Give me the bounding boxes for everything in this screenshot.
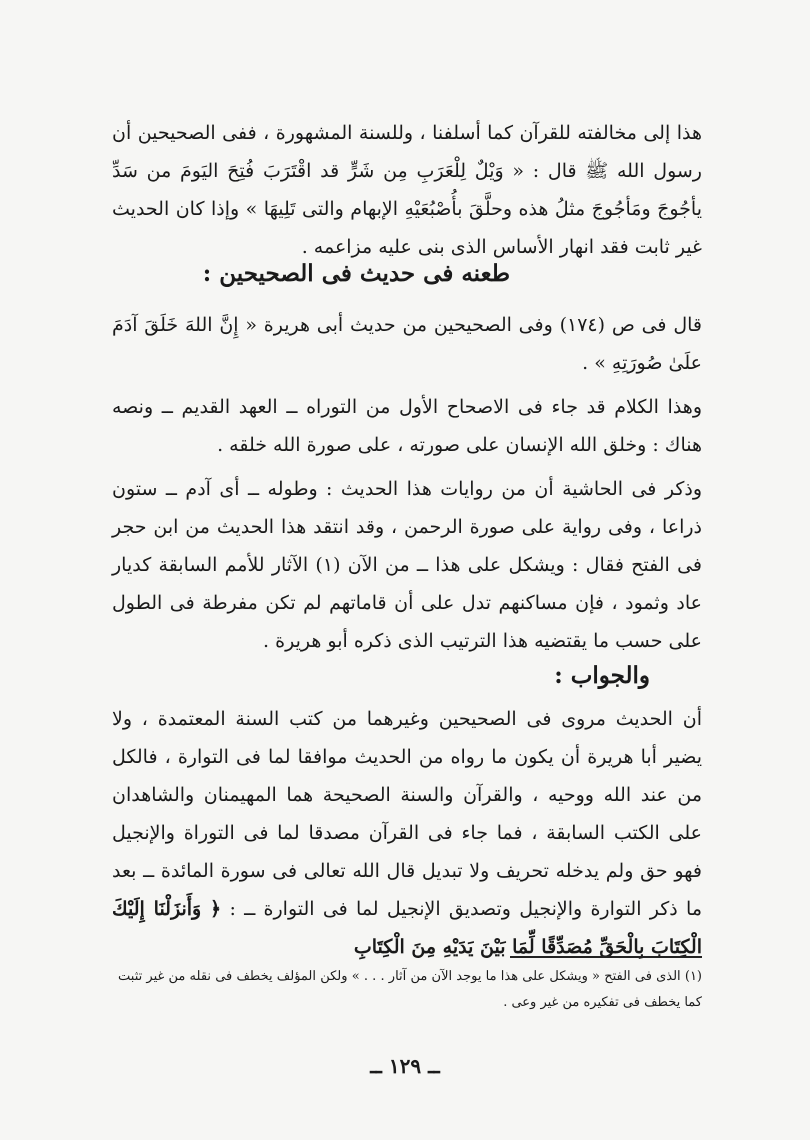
answer-text: أن الحديث مروى فى الصحيحين وغيرهما من كتب السنة المعتمدة ، ولا يضير أبا هريرة أن يكون ما رواه من الحديث موافقا لما فى التوارة ، فالكل من عند الله ووحيه ، والقرآن والسنة الصحيحة هما المهيمنان والشاهدان على الكتب السابقة ، فما جاء فى القرآن مصدقا لما فى التوراة والإنجيل فهو حق ولم يدخله تحريف ولا تبديل قال الله تعالى فى سورة المائدة ــ بعد ما ذكر التوارة والإنجيل وتصديق الإنجيل لما فى التوارة ــ : xyxy=(112,708,702,920)
footnote-separator xyxy=(510,956,702,958)
heading-criticism: طعنه فى حديث فى الصحيحين : xyxy=(202,260,510,287)
paragraph-4: وذكر فى الحاشية أن من روايات هذا الحديث : وطوله ــ أى آدم ــ ستون ذراعا ، وفى رواية على صورة الرحمن ، وقد انتقد هذا الحديث من ابن حجر فى الفتح فقال : ويشكل على هذا ــ من الآن (١) الآثار للأمم السابقة كديار عاد وثمود ، فإن مساكنهم تدل على أن قاماتهم لم تكن مفرطة فى الطول على حسب ما يقتضيه هذا الترتيب الذى ذكره أبو هريرة . xyxy=(112,478,702,652)
quran-verse: ﴿ وَأَنزَلْنَا إِلَيْكَ الْكِتَابَ بِالْحَقِّ مُصَدِّقًا لِّمَا بَيْنَ يَدَيْهِ مِنَ الْكِتَابِ xyxy=(112,898,702,958)
paragraph-1: هذا إلى مخالفته للقرآن كما أسلفنا ، وللسنة المشهورة ، ففى الصحيحين أن رسول الله ﷺ قال : « وَيْلٌ لِلْعَرَبِ مِن شَرٍّ قد اقْتَرَبَ فُتِحَ اليَومَ من سَدِّ يأجُوجَ ومَأجُوجَ مثلُ هذه وحلَّقَ بأُصْبُعَيْهِ الإبهام والتى تَلِيهَا » وإذا كان الحديث غير ثابت فقد انهار الأساس الذى بنى عليه مزاعمه . xyxy=(112,122,702,258)
paragraph-3: وهذا الكلام قد جاء فى الاصحاح الأول من التوراه ــ العهد القديم ــ ونصه هناك : وخلق الله الإنسان على صورته ، على صورة الله خلقه . xyxy=(112,396,702,456)
paragraph-5 xyxy=(112,700,702,958)
heading-answer: والجواب : xyxy=(554,662,650,689)
footnote: (١) الذى فى الفتح « ويشكل على هذا ما يوجد الآن من آثار . . . » ولكن المؤلف يخطف فى نقله من غير تثبت كما يخطف فى تفكيره من غير وعى . xyxy=(118,969,702,1010)
page-number: ــ ١٢٩ ــ xyxy=(370,1054,440,1078)
paragraph-2: قال فى ص (١٧٤) وفى الصحيحين من حديث أبى هريرة « إِنَّ اللهَ خَلَقَ آدَمَ علَىٰ صُورَتِهِ » . xyxy=(112,314,702,374)
